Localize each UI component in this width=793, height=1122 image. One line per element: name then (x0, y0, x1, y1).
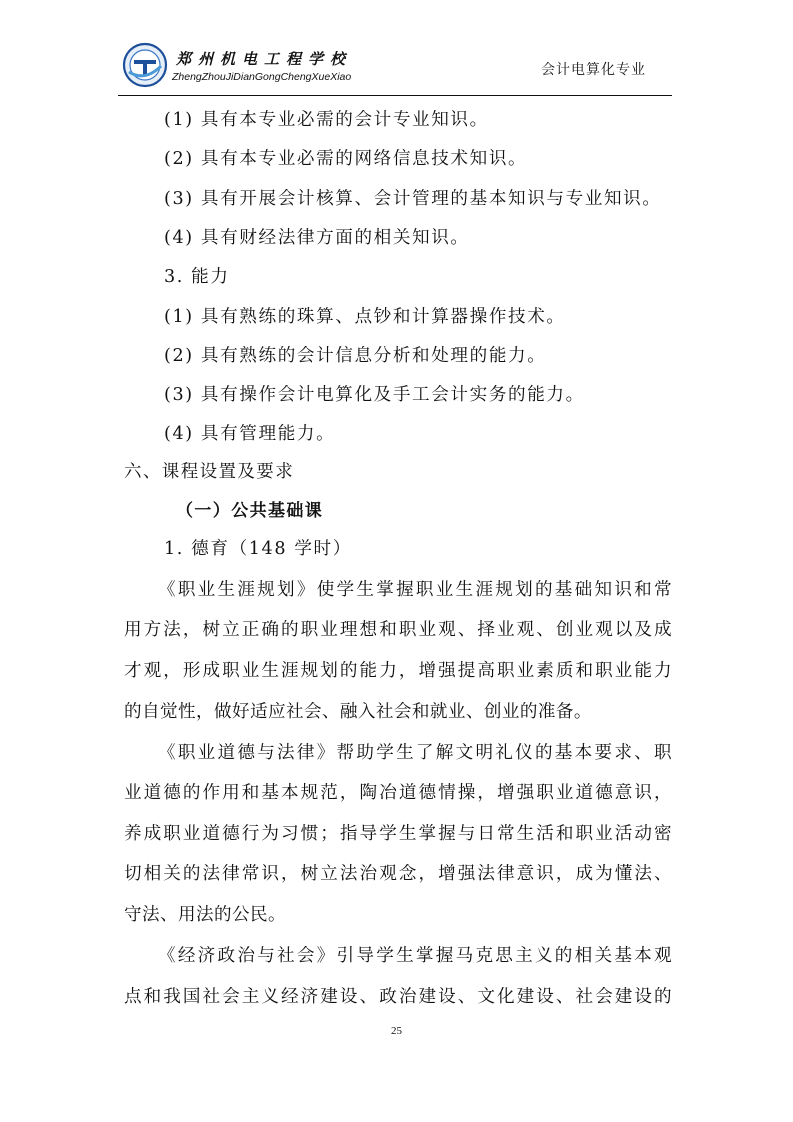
paragraph-1-line-4: 的自觉性，做好适应社会、融入社会和就业、创业的准备。 (124, 702, 592, 722)
department-title: 会计电算化专业 (541, 62, 646, 78)
page-number: 25 (391, 1025, 402, 1037)
school-logo-icon (122, 42, 168, 88)
section-heading: 六、课程设置及要求 (124, 462, 295, 482)
school-name-cn: 郑州机电工程学校 (176, 50, 353, 68)
paragraph-1-line-3: 才观，形成职业生涯规划的能力，增强提高职业素质和职业能力 (124, 661, 672, 681)
paragraph-1-line-1: 《职业生涯规划》使学生掌握职业生涯规划的基础知识和常 (158, 580, 672, 600)
paragraph-2-line-1: 《职业道德与法律》帮助学生了解文明礼仪的基本要求、职 (158, 743, 672, 763)
knowledge-item-2: (2) 具有本专业必需的网络信息技术知识。 (164, 149, 528, 169)
paragraph-1-line-2: 用方法，树立正确的职业理想和职业观、择业观、创业观以及成 (124, 620, 672, 640)
course-heading: 1. 德育（148 学时） (164, 539, 352, 559)
ability-item-2: (2) 具有熟练的会计信息分析和处理的能力。 (164, 346, 547, 366)
paragraph-3-line-2: 点和我国社会主义经济建设、政治建设、文化建设、社会建设的 (124, 987, 672, 1007)
ability-item-4: (4) 具有管理能力。 (164, 424, 336, 444)
knowledge-item-4: (4) 具有财经法律方面的相关知识。 (164, 228, 470, 248)
subsection-heading: （一）公共基础课 (176, 501, 324, 521)
knowledge-item-3: (3) 具有开展会计核算、会计管理的基本知识与专业知识。 (164, 189, 662, 209)
knowledge-item-1: (1) 具有本专业必需的会计专业知识。 (164, 110, 489, 130)
page-header (118, 38, 672, 98)
ability-item-3: (3) 具有操作会计电算化及手工会计实务的能力。 (164, 385, 585, 405)
ability-heading: 3. 能力 (164, 267, 230, 287)
paragraph-2-line-2: 业道德的作用和基本规范，陶冶道德情操，增强职业道德意识， (124, 783, 672, 803)
ability-item-1: (1) 具有熟练的珠算、点钞和计算器操作技术。 (164, 307, 566, 327)
paragraph-2-line-3: 养成职业道德行为习惯；指导学生掌握与日常生活和职业活动密 (124, 824, 672, 844)
paragraph-3-line-1: 《经济政治与社会》引导学生掌握马克思主义的相关基本观 (158, 946, 672, 966)
paragraph-2-line-5: 守法、用法的公民。 (124, 905, 286, 925)
header-rule (118, 95, 672, 96)
paragraph-2-line-4: 切相关的法律常识，树立法治观念，增强法律意识，成为懂法、 (124, 864, 672, 884)
school-name-en: ZhengZhouJiDianGongChengXueXiao (172, 71, 352, 83)
